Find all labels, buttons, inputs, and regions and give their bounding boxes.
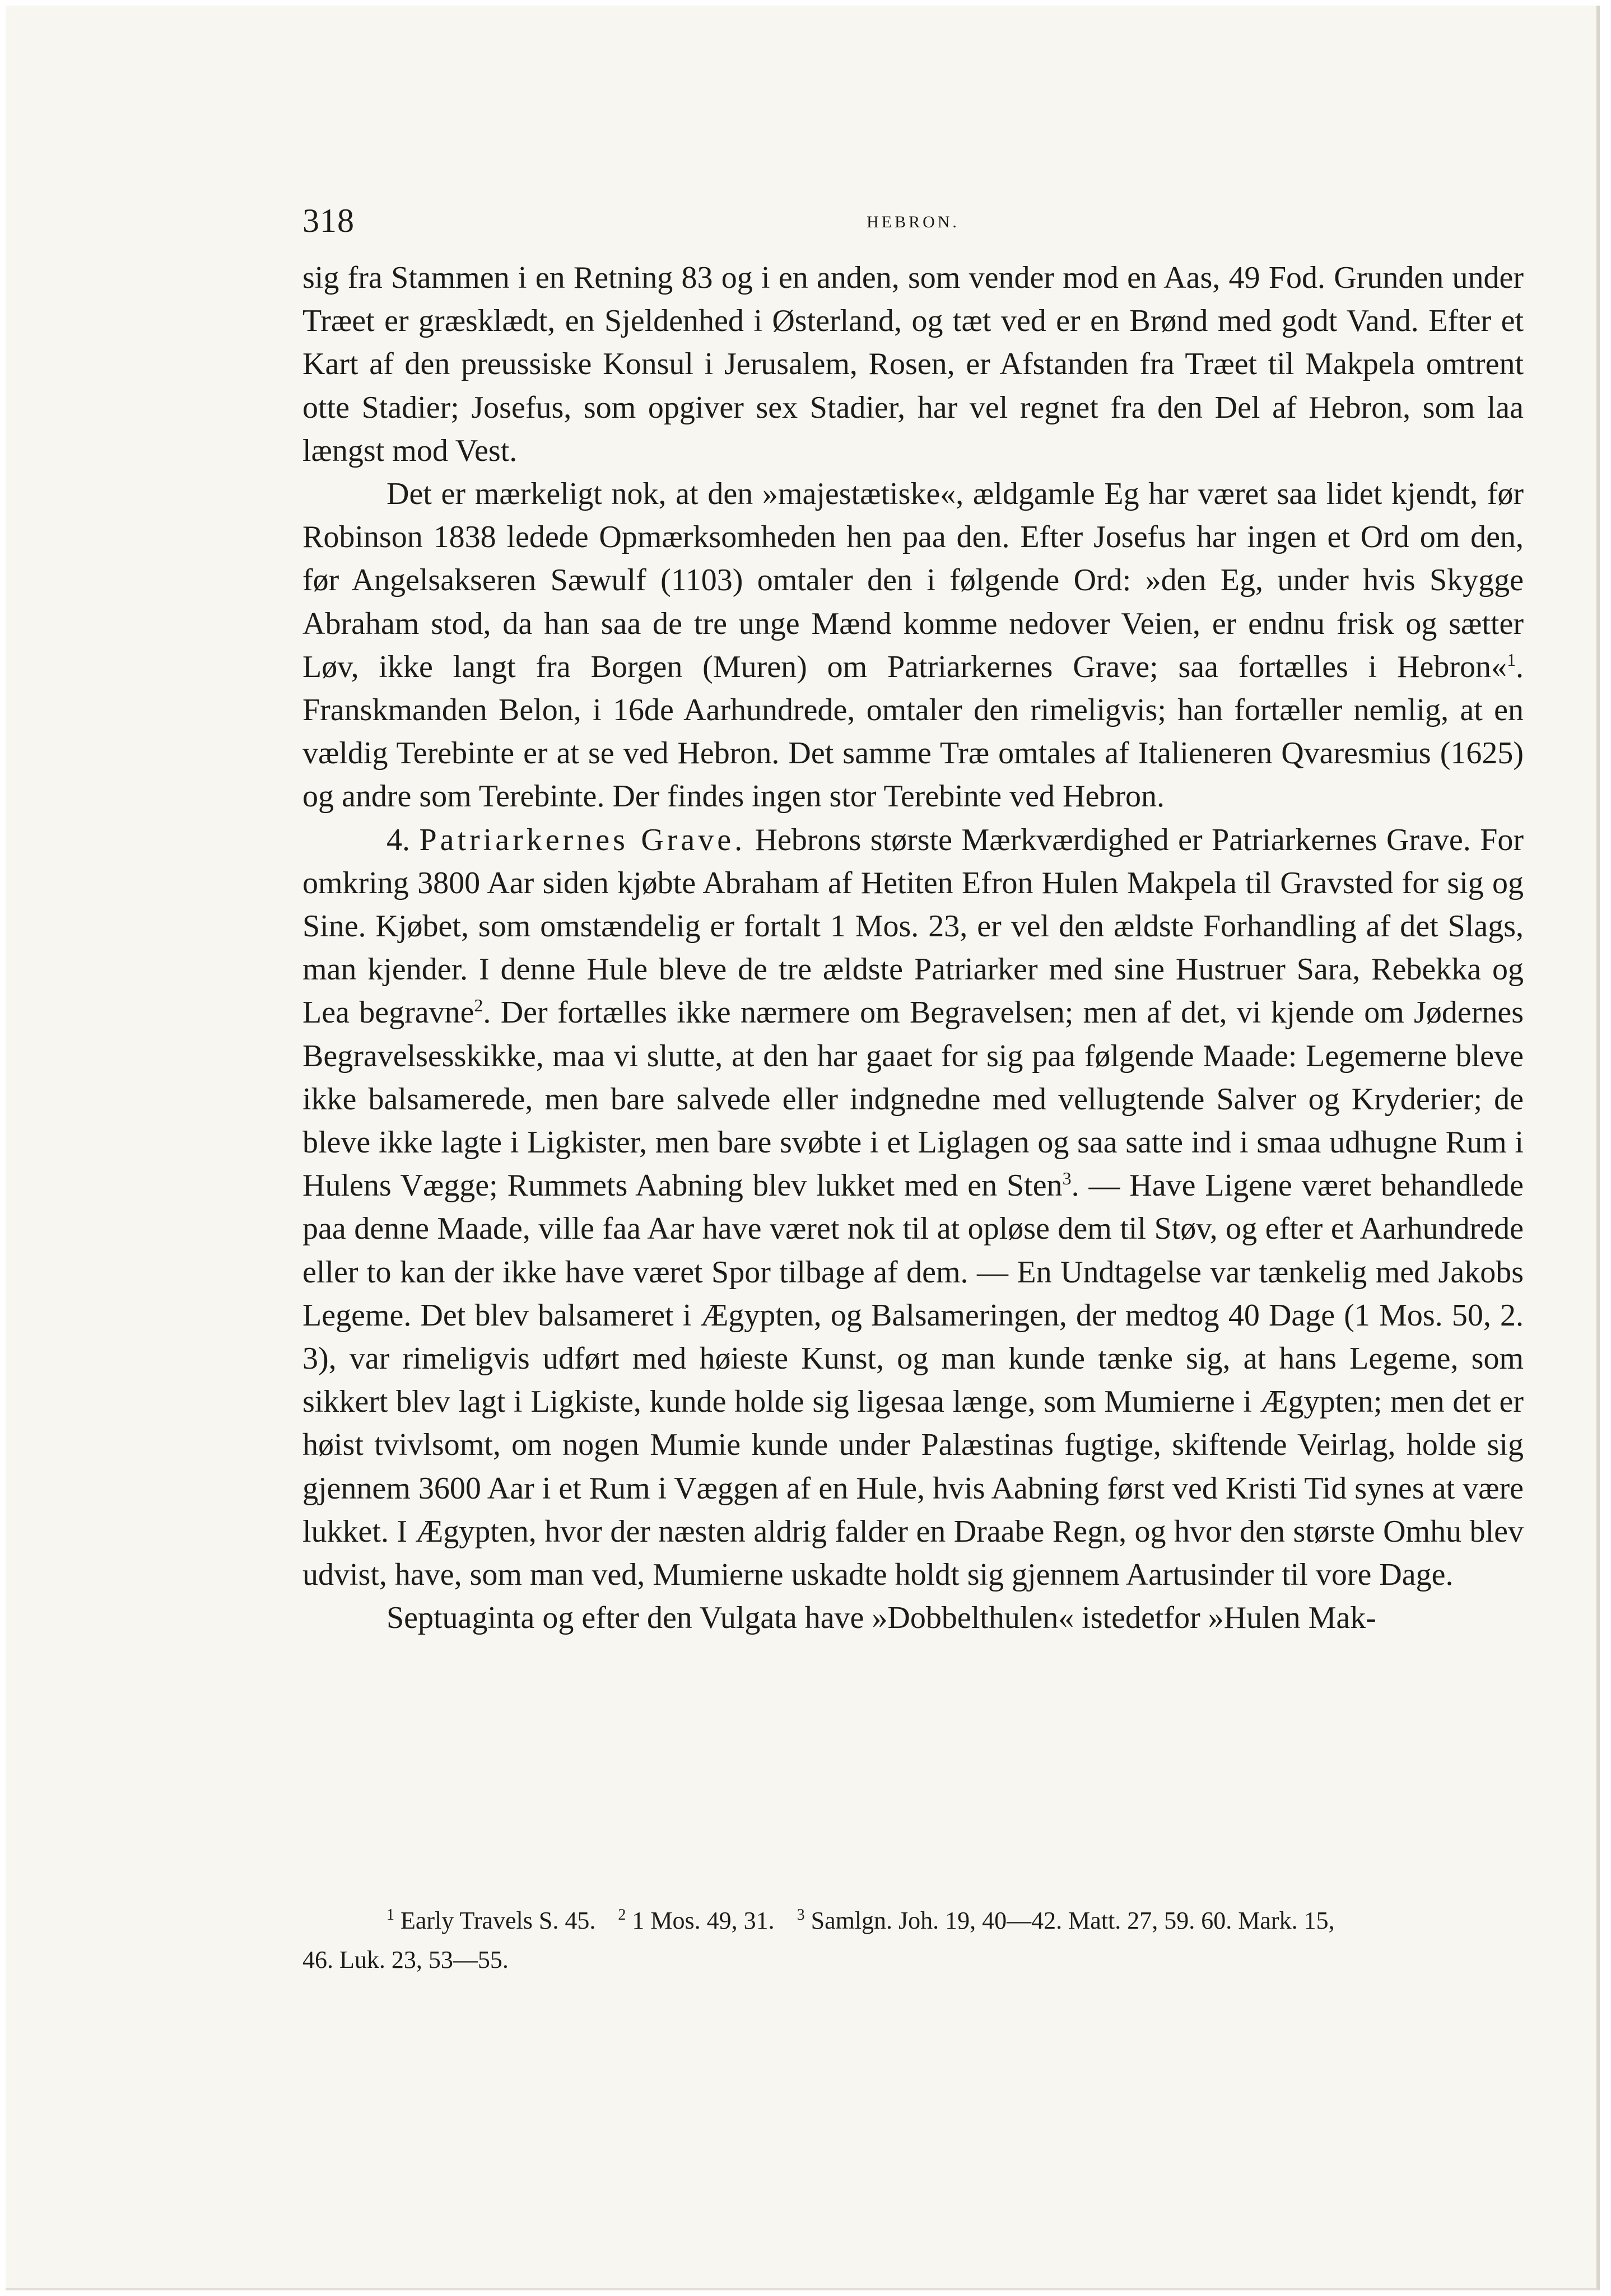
- footnote-line-2: [302, 1940, 1524, 1980]
- paragraph-2-text-b: . Franskmanden Belon, i 16de Aarhundrede, omtaler den rimeligvis; han fortæller nemlig, at en vældig Terebinte er at se ved Hebron. Det samme Træ omtales af Italieneren Qvaresmius (1625) og andre som Terebinte. Der findes ingen stor Terebinte ved Hebron.: [302, 649, 1524, 814]
- footnote-line-1: [302, 1901, 1524, 1940]
- paragraph-3: [302, 819, 1524, 1597]
- footnote-2-mark: 2: [618, 1906, 626, 1924]
- footnote-1-text: Early Travels S. 45.: [401, 1907, 596, 1934]
- paragraph-3-text-a: Hebrons største Mærkværdighed er Patriarkernes Grave. For omkring 3800 Aar siden kjøbte Abraham af Hetiten Efron Hulen Makpela til Gravsted for sig og Sine. Kjøbet, som omstændelig er fortalt 1 Mos. 23, er vel den ældste Forhandling af det Slags, man kjender. I denne Hule bleve de tre ældste Patriarker med sine Hustruer Sara, Rebekka og Lea begravne: [302, 822, 1524, 1030]
- footnote-ref-1: 1: [1507, 649, 1516, 670]
- footnote-3-text: Samlgn. Joh. 19, 40—42. Matt. 27, 59. 60. Mark. 15,: [811, 1907, 1335, 1934]
- paragraph-2-text-a: Det er mærkeligt nok, at den »majestætiske«, ældgamle Eg har været saa lidet kjendt, før Robinson 1838 ledede Opmærksomheden hen paa den. Efter Josefus har ingen et Ord om den, før Angelsakseren Sæwulf (1103) omtaler den i følgende Ord: »den Eg, under hvis Skygge Abraham stod, da han saa de tre unge Mænd komme nedover Veien, er endnu frisk og sætter Løv, ikke langt fra Borgen (Muren) om Patriarkernes Grave; saa fortælles i Hebron«: [302, 477, 1524, 684]
- footnote-1-mark: 1: [387, 1906, 394, 1924]
- page-number: 318: [302, 202, 355, 239]
- running-head: [302, 202, 1524, 246]
- page-sheet: [6, 6, 1600, 2290]
- paragraph-4: Septuaginta og efter den Vulgata have »Dobbelthulen« istedetfor »Hulen Mak-: [387, 1600, 1376, 1636]
- paragraph-3-text-b: . Der fortælles ikke nærmere om Begravelsen; men af det, vi kjende om Jødernes Begravelsesskikke, maa vi slutte, at den har gaaet for sig paa følgende Maade: Legemerne bleve ikke balsamerede, men bare salvede eller indgnedne med vellugtende Salver og Kryderier; de bleve ikke lagte i Ligkister, men bare svøbte i et Liglagen og saa satte ind i smaa udhugne Rum i Hulens Vægge; Rummets Aabning blev lukket med en Sten: [302, 995, 1524, 1203]
- section-number: 4.: [387, 822, 410, 857]
- footnote-3-mark: 3: [797, 1906, 805, 1924]
- footnote-ref-2: 2: [474, 995, 483, 1016]
- section-heading: Patriarkernes Grave.: [419, 822, 746, 857]
- paragraph-1: sig fra Stammen i en Retning 83 og i en anden, som vender mod en Aas, 49 Fod. Grunden under Træet er græsklædt, en Sjeldenhed i Østerland, og tæt ved er en Brønd med godt Vand. Efter et Kart af den preussiske Konsul i Jerusalem, Rosen, er Afstanden fra Træet til Makpela omtrent otte Stadier; Josefus, som opgiver sex Stadier, har vel regnet fra den Del af Hebron, som laa længst mod Vest.: [302, 260, 1524, 468]
- footnote-ref-3: 3: [1062, 1168, 1072, 1189]
- paragraph-3-text-c: . — Have Ligene været behandlede paa denne Maade, ville faa Aar have været nok til at opløse dem til Støv, og efter et Aarhundrede eller to kan der ikke have været Spor tilbage af dem. — En Undtagelse var tænkelig med Jakobs Legeme. Det blev balsameret i Ægypten, og Balsameringen, der medtog 40 Dage (1 Mos. 50, 2. 3), var rimeligvis udført med høieste Kunst, og man kunde tænke sig, at hans Legeme, som sikkert blev lagt i Ligkiste, kunde holde sig ligesaa længe, som Mumierne i Ægypten; men det er høist tvivlsomt, om nogen Mumie kunde under Palæstinas fugtige, skiftende Veirlag, holde sig gjennem 3600 Aar i et Rum i Væggen af en Hule, hvis Aabning først ved Kristi Tid synes at være lukket. I Ægypten, hvor der næsten aldrig falder en Draabe Regn, og hvor den største Omhu blev udvist, have, som man ved, Mumierne uskadte holdt sig gjennem Aartusinder til vore Dage.: [302, 1168, 1524, 1593]
- paragraph-2: [302, 473, 1524, 819]
- footnote-3-continuation: 46. Luk. 23, 53—55.: [302, 1946, 509, 1973]
- footnote-2-text: 1 Mos. 49, 31.: [632, 1907, 775, 1934]
- running-title: HEBRON.: [867, 213, 960, 231]
- footnotes: [302, 1901, 1524, 1980]
- body-text: [302, 256, 1524, 1640]
